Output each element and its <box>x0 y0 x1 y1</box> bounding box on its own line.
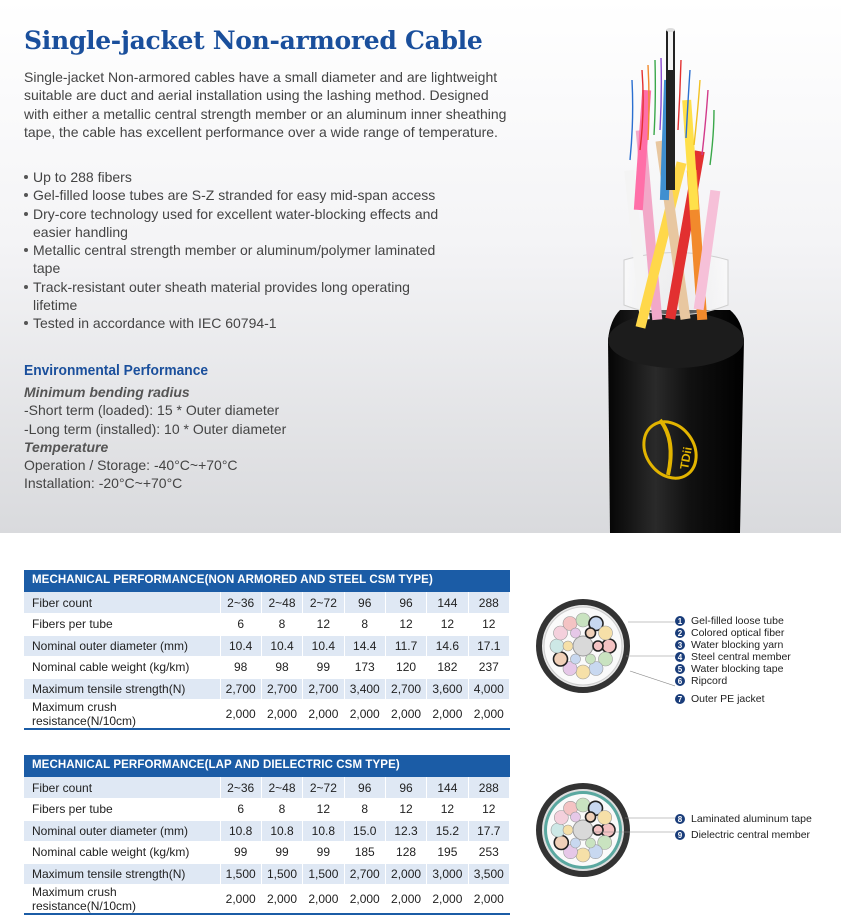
loose-tube-mark <box>598 811 612 825</box>
table-cell: 185 <box>344 842 385 864</box>
table-caption: MECHANICAL PERFORMANCE(LAP AND DIELECTRIC CSM TYPE) <box>24 755 510 777</box>
legend-item <box>675 651 791 663</box>
table-cell: 2~48 <box>261 777 302 799</box>
cross-section-image <box>530 780 675 880</box>
table-cell: 12 <box>303 614 344 636</box>
table-cell: 2,000 <box>261 700 302 730</box>
mechanical-table-non-armored <box>24 570 510 730</box>
legend-number-badge: 5 <box>675 664 685 674</box>
table-cell: 96 <box>385 777 426 799</box>
legend-label: Laminated aluminum tape <box>691 813 812 825</box>
table-cell: 12 <box>303 799 344 821</box>
row-label: Maximum tensile strength(N) <box>24 863 220 885</box>
table-cell: 12.3 <box>385 820 426 842</box>
table-cell: 2,000 <box>427 700 468 730</box>
loose-tube-mark <box>576 665 590 679</box>
table-row <box>24 657 510 679</box>
legend-number-badge: 6 <box>675 676 685 686</box>
svg-text:TDii: TDii <box>677 445 695 471</box>
long-term-text: -Long term (installed): 10 * Outer diameter <box>24 420 287 437</box>
table-cell: 12 <box>427 799 468 821</box>
table-cell: 2,000 <box>385 700 426 730</box>
table-cell: 6 <box>220 614 261 636</box>
table-cell: 2,000 <box>220 885 261 915</box>
table-cell: 2~72 <box>303 777 344 799</box>
loose-tube-mark <box>593 641 603 651</box>
legend-item <box>675 811 812 827</box>
row-label: Fiber count <box>24 777 220 799</box>
legend-number-badge: 4 <box>675 652 685 662</box>
bullet-icon <box>24 193 28 197</box>
loose-tube-mark <box>593 825 603 835</box>
table-cell: 6 <box>220 799 261 821</box>
feature-item: Track-resistant outer sheath material provides long operating lifetime <box>24 278 444 315</box>
legend-label: Dielectric central member <box>691 829 811 841</box>
table-cell: 2,000 <box>468 885 509 915</box>
table-row <box>24 842 510 864</box>
table-cell: 237 <box>468 657 509 679</box>
row-label: Fibers per tube <box>24 614 220 636</box>
loose-tube-mark <box>586 838 596 848</box>
table-cell: 2~48 <box>261 592 302 614</box>
table-row <box>24 820 510 842</box>
table-cell: 17.1 <box>468 635 509 657</box>
environment-block <box>24 383 404 493</box>
table-cell: 10.8 <box>261 820 302 842</box>
table-row <box>24 635 510 657</box>
table-cell: 12 <box>427 614 468 636</box>
loose-tube-mark <box>571 838 581 848</box>
table-cell: 4,000 <box>468 678 509 700</box>
loose-tube-mark <box>586 628 596 638</box>
table-row <box>24 863 510 885</box>
table-cell: 253 <box>468 842 509 864</box>
table-cell: 17.7 <box>468 820 509 842</box>
table-cell: 2,000 <box>427 885 468 915</box>
table-cell: 98 <box>220 657 261 679</box>
legend-item <box>675 827 812 843</box>
legend-number-badge: 9 <box>675 830 685 840</box>
table-cell: 99 <box>303 657 344 679</box>
table-cell: 2,000 <box>468 700 509 730</box>
legend-label: Gel-filled loose tube <box>691 615 784 627</box>
loose-tube-mark <box>571 628 581 638</box>
table-cell: 12 <box>468 614 509 636</box>
table-cell: 2,000 <box>385 885 426 915</box>
table-cell: 2,000 <box>261 885 302 915</box>
installation-text: Installation: -20°C~+70°C <box>24 475 183 492</box>
loose-tube-mark <box>599 626 613 640</box>
table-cell: 2,000 <box>303 885 344 915</box>
table-cell: 96 <box>344 777 385 799</box>
table-row <box>24 799 510 821</box>
table-cell: 2~36 <box>220 592 261 614</box>
environment-heading: Environmental Performance <box>24 362 209 379</box>
feature-item: Up to 288 fibers <box>24 168 444 186</box>
legend-label: Ripcord <box>691 675 728 687</box>
intro-paragraph: Single-jacket Non-armored cables have a small diameter and are lightweight suitable are duct and aerial installation using the lashing method. Designed with either a metallic central strength member or an aluminum inner sheathing tape, the cable has excellent performance over a wide range of temperature. <box>24 69 507 140</box>
table-cell: 3,400 <box>344 678 385 700</box>
loose-tube-mark <box>602 639 616 653</box>
table-body <box>24 777 510 914</box>
table-cell: 2,700 <box>303 678 344 700</box>
table-cell: 10.4 <box>220 635 261 657</box>
table-cell: 120 <box>385 657 426 679</box>
table-cell: 2,700 <box>261 678 302 700</box>
table-cell: 14.6 <box>427 635 468 657</box>
cross-section-diagram-lap <box>530 780 675 885</box>
table-cell: 3,500 <box>468 863 509 885</box>
bullet-icon <box>24 175 28 179</box>
table-cell: 173 <box>344 657 385 679</box>
loose-tube-mark <box>571 654 581 664</box>
table-row <box>24 777 510 799</box>
loose-tube-mark <box>571 812 581 822</box>
table-cell: 1,500 <box>220 863 261 885</box>
mechanical-table-lap-dielectric <box>24 755 510 915</box>
table-cell: 2,000 <box>303 700 344 730</box>
row-label: Fiber count <box>24 592 220 614</box>
loose-tube-mark <box>554 836 568 850</box>
table-cell: 15.2 <box>427 820 468 842</box>
table-cell: 3,600 <box>427 678 468 700</box>
table-cell: 2,700 <box>385 678 426 700</box>
legend-number-badge: 1 <box>675 616 685 626</box>
table-cell: 182 <box>427 657 468 679</box>
cable-illustration <box>590 20 760 533</box>
legend-number-badge: 7 <box>675 694 685 704</box>
loose-tube-mark <box>563 825 573 835</box>
legend-item <box>675 663 791 675</box>
row-label: Nominal cable weight (kg/km) <box>24 842 220 864</box>
bullet-icon <box>24 321 28 325</box>
table-cell: 12 <box>468 799 509 821</box>
row-label: Nominal cable weight (kg/km) <box>24 657 220 679</box>
table-caption: MECHANICAL PERFORMANCE(NON ARMORED AND STEEL CSM TYPE) <box>24 570 510 592</box>
table-cell: 96 <box>385 592 426 614</box>
legend-label: Water blocking tape <box>691 663 784 675</box>
table-cell: 2~72 <box>303 592 344 614</box>
cross-section-image <box>530 596 675 696</box>
table-body <box>24 592 510 729</box>
table-cell: 96 <box>344 592 385 614</box>
table-cell: 10.8 <box>220 820 261 842</box>
table-cell: 1,500 <box>303 863 344 885</box>
loose-tube-mark <box>576 848 590 862</box>
table-cell: 99 <box>220 842 261 864</box>
table-cell: 8 <box>344 614 385 636</box>
loose-tube-mark <box>550 639 564 653</box>
table-cell: 10.4 <box>261 635 302 657</box>
table-cell: 144 <box>427 777 468 799</box>
feature-item: Metallic central strength member or aluminum/polymer laminated tape <box>24 241 444 278</box>
row-label: Maximum crush resistance(N/10cm) <box>24 885 220 915</box>
page-title: Single-jacket Non-armored Cable <box>24 26 483 55</box>
legend-label: Water blocking yarn <box>691 639 784 651</box>
cross-section-diagram-steel <box>530 596 675 701</box>
cross-section-legend-2 <box>675 811 812 843</box>
table-cell: 12 <box>385 614 426 636</box>
legend-item <box>675 693 791 705</box>
table-cell: 128 <box>385 842 426 864</box>
table-cell: 2,000 <box>385 863 426 885</box>
row-label: Maximum crush resistance(N/10cm) <box>24 700 220 730</box>
legend-label: Colored optical fiber <box>691 627 785 639</box>
table-row <box>24 885 510 915</box>
bullet-icon <box>24 248 28 252</box>
loose-tube-mark <box>586 812 596 822</box>
short-term-text: -Short term (loaded): 15 * Outer diameter <box>24 402 280 419</box>
loose-tube-mark <box>576 613 590 627</box>
table-cell: 2,000 <box>344 700 385 730</box>
table-cell: 1,500 <box>261 863 302 885</box>
legend-number-badge: 3 <box>675 640 685 650</box>
table-cell: 3,000 <box>427 863 468 885</box>
table-cell: 288 <box>468 777 509 799</box>
feature-item: Gel-filled loose tubes are S-Z stranded for easy mid-span access <box>24 186 444 204</box>
table-cell: 2,700 <box>344 863 385 885</box>
legend-label: Outer PE jacket <box>691 693 765 705</box>
legend-item <box>675 615 791 627</box>
feature-item: Dry-core technology used for excellent water-blocking effects and easier handling <box>24 205 444 242</box>
table-row <box>24 700 510 730</box>
loose-tube-mark <box>586 654 596 664</box>
table-cell: 12 <box>385 799 426 821</box>
bullet-icon <box>24 285 28 289</box>
table-cell: 10.8 <box>303 820 344 842</box>
legend-item <box>675 675 791 687</box>
table-cell: 10.4 <box>303 635 344 657</box>
feature-list <box>24 168 444 333</box>
table-row <box>24 614 510 636</box>
row-label: Fibers per tube <box>24 799 220 821</box>
legend-item <box>675 639 791 651</box>
table-cell: 8 <box>261 614 302 636</box>
row-label: Nominal outer diameter (mm) <box>24 635 220 657</box>
table-cell: 2,000 <box>344 885 385 915</box>
legend-number-badge: 8 <box>675 814 685 824</box>
bullet-icon <box>24 212 28 216</box>
bending-radius-heading: Minimum bending radius <box>24 384 190 400</box>
cross-section-legend-1 <box>675 615 791 705</box>
table-cell: 8 <box>344 799 385 821</box>
temperature-heading: Temperature <box>24 438 109 455</box>
row-label: Maximum tensile strength(N) <box>24 678 220 700</box>
operation-text: Operation / Storage: -40°C~+70°C <box>24 457 238 474</box>
table-cell: 144 <box>427 592 468 614</box>
row-label: Nominal outer diameter (mm) <box>24 820 220 842</box>
legend-number-badge: 2 <box>675 628 685 638</box>
table-cell: 288 <box>468 592 509 614</box>
table-row <box>24 592 510 614</box>
legend-label: Steel central member <box>691 651 791 663</box>
cable-image <box>590 20 760 533</box>
table-cell: 98 <box>261 657 302 679</box>
table-cell: 99 <box>261 842 302 864</box>
legend-item <box>675 627 791 639</box>
table-cell: 99 <box>303 842 344 864</box>
table-cell: 195 <box>427 842 468 864</box>
loose-tube-mark <box>554 652 568 666</box>
feature-item: Tested in accordance with IEC 60794-1 <box>24 314 444 332</box>
table-cell: 15.0 <box>344 820 385 842</box>
table-cell: 2,700 <box>220 678 261 700</box>
table-cell: 14.4 <box>344 635 385 657</box>
table-cell: 11.7 <box>385 635 426 657</box>
table-cell: 8 <box>261 799 302 821</box>
table-row <box>24 678 510 700</box>
loose-tube-mark <box>563 641 573 651</box>
table-cell: 2,000 <box>220 700 261 730</box>
table-cell: 2~36 <box>220 777 261 799</box>
